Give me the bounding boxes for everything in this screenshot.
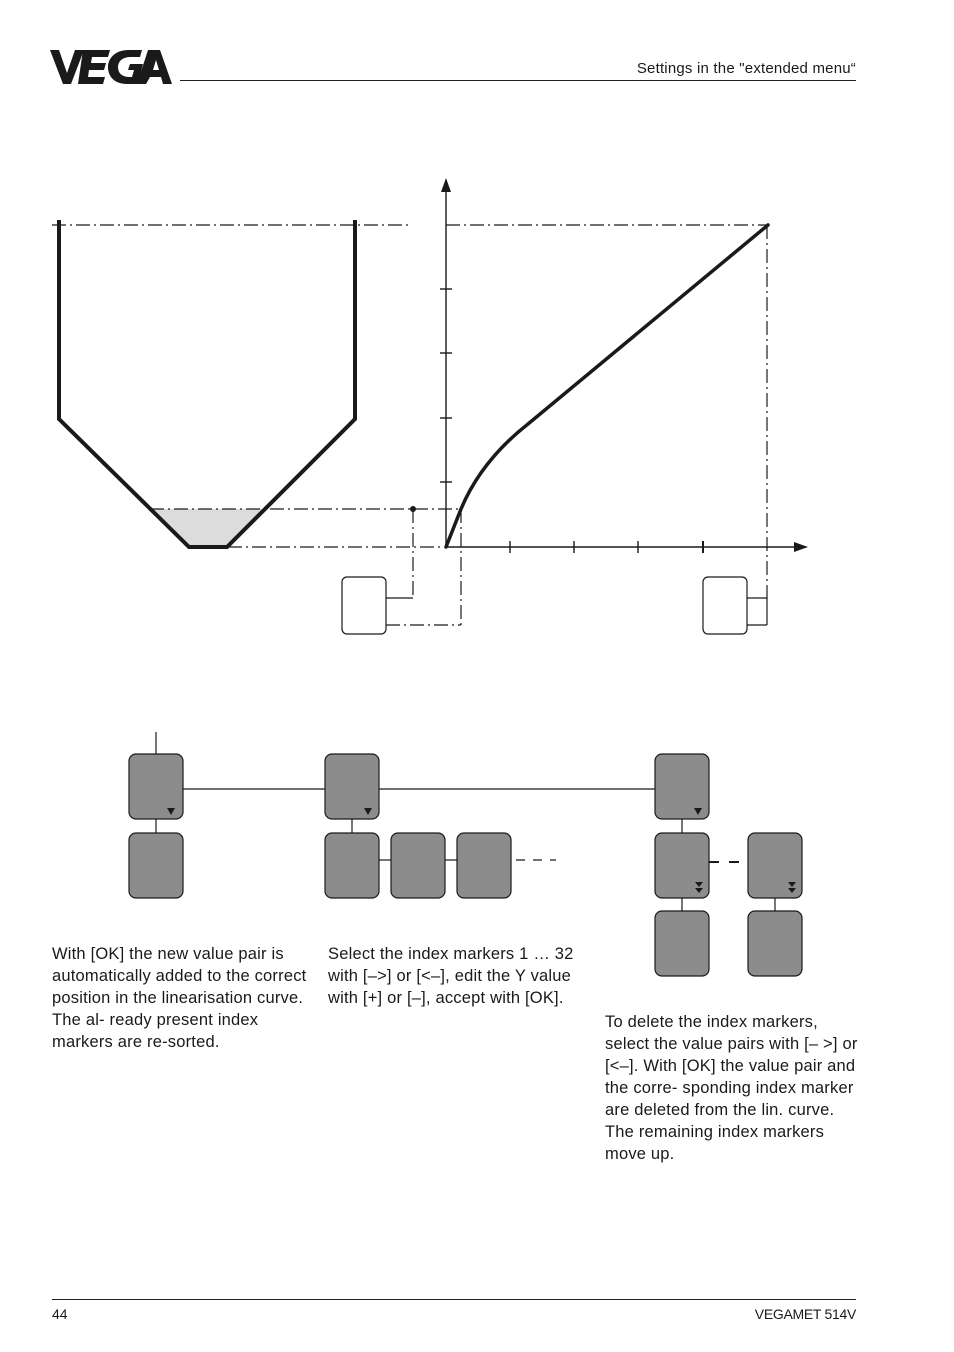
menu-box-delete-confirm	[655, 911, 709, 976]
label-box-max	[703, 577, 747, 634]
menu-box-delete-next-confirm	[748, 911, 802, 976]
footer-rule	[52, 1299, 856, 1300]
menu-box-new-pair	[129, 754, 183, 819]
product-name: VEGAMET 514V	[754, 1306, 856, 1322]
menu-box-new-pair-value	[129, 833, 183, 898]
vessel-drawing	[59, 220, 355, 547]
page-number: 44	[52, 1306, 68, 1322]
section-title: Settings in the "extended menu“	[636, 60, 856, 77]
vessel-outline	[59, 220, 355, 547]
text-add-value-pair: With [OK] the new value pair is automatically added to the correct position in the linearisation curve. The al- ready present index markers are re-sorted.	[52, 945, 307, 1051]
reference-lines	[52, 225, 768, 625]
label-box-min	[342, 577, 386, 634]
level-point-marker	[410, 506, 416, 512]
linearisation-curve	[446, 225, 768, 547]
menu-box-index-1	[325, 833, 379, 898]
menu-flow	[129, 732, 802, 976]
menu-box-index-3	[457, 833, 511, 898]
chart-axes	[440, 180, 806, 553]
text-delete-index-markers: To delete the index markers, select the value pairs with [– >] or [<–]. With [OK] the value pair and the corre- sponding index marker are deleted from the lin. curve. The remaining index markers move up.	[605, 1013, 858, 1163]
text-select-index-markers: Select the index markers 1 … 32 with [–>] or [<–], edit the Y value with [+] or [–], accept with [OK].	[328, 945, 574, 1007]
menu-box-index-2	[391, 833, 445, 898]
